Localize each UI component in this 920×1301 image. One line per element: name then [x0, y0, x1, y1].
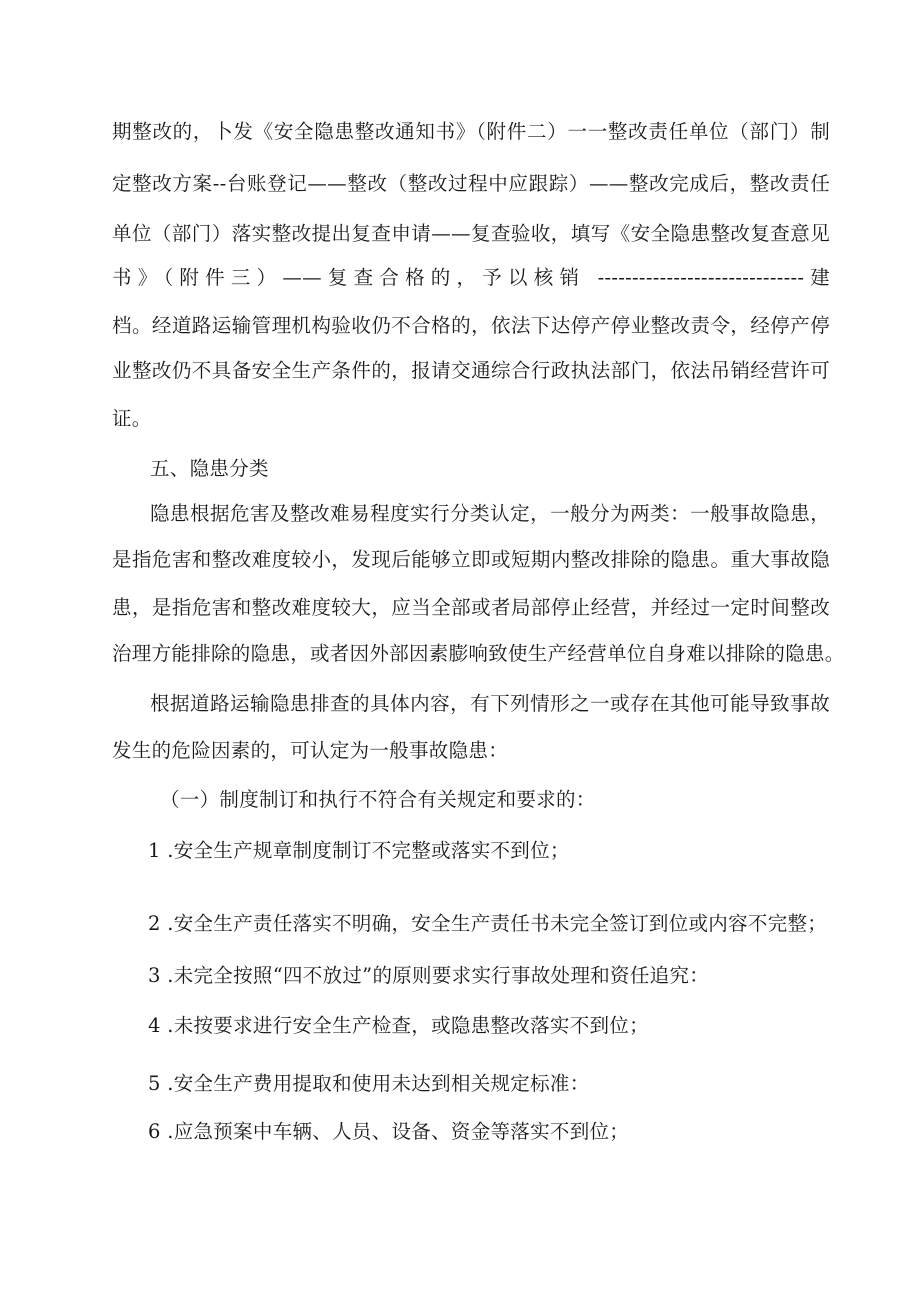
- paragraph-2-line-4: 治理方能排除的隐患，或者因外部因素膨响致使生产经营单位自身难以排除的隐患。: [112, 642, 845, 665]
- paragraph-3-line-2: 发生的危险因素的，可认定为一般事故隐患：: [112, 739, 509, 762]
- list-item-5: 5 .安全生产费用提取和使用未达到相关规定标准：: [148, 1072, 590, 1095]
- paragraph-1-line-3: 单位（部门）落实整改提出复查申请——复查验收，填写《安全隐患整改复查意见: [112, 222, 830, 245]
- paragraph-2-line-2: 是指危害和整改难度较小，发现后能够立即或短期内整改排除的隐患。重大事故隐: [112, 548, 830, 571]
- paragraph-1-line-1: 期整改的，卜发《安全隐患整改通知书》（附件二）一一整改责任单位（部门）制: [112, 120, 830, 143]
- subheading: （一）制度制订和执行不符合有关规定和要求的：: [160, 788, 596, 811]
- list-item-1: 1 .安全生产规章制度制订不完整或落实不到位；: [148, 839, 570, 862]
- paragraph-2-line-3: 患，是指危害和整改难度较大，应当全部或者局部停止经营，并经过一定时间整改: [112, 596, 830, 619]
- paragraph-3-line-1: 根据道路运输隐患排查的具体内容，有下列情形之一或存在其他可能导致事故: [150, 692, 830, 715]
- paragraph-2-line-1: 隐患根据危害及整改难易程度实行分类认定，一般分为两类：一般事故隐患，: [150, 502, 830, 525]
- paragraph-1-line-6: 业整改仍不具备安全生产条件的，报请交通综合行政执法部门，依法吊销经营许可: [112, 359, 830, 382]
- list-item-3: 3 .未完全按照“四不放过”的原则要求实行事故处理和资任追究：: [148, 964, 710, 987]
- list-item-6: 6 .应急预案中车辆、人员、设备、资金等落实不到位；: [148, 1120, 630, 1143]
- section-heading: 五、隐患分类: [150, 457, 269, 480]
- paragraph-1-line-5: 档。经道路运输管理机构验收仍不合格的，依法下达停产停业整改责令，经停产停: [112, 314, 830, 337]
- list-item-4: 4 .未按要求进行安全生产检查，或隐患整改落实不到位；: [148, 1014, 649, 1037]
- paragraph-1-line-7: 证。: [112, 407, 152, 430]
- paragraph-1-line-2: 定整改方案--台账登记——整改（整改过程中应跟踪）——整改完成后，整改责任: [112, 172, 830, 195]
- list-item-2: 2 .安全生产责任落实不明确，安全生产责任书未完全签订到位或内容不完整；: [148, 912, 828, 935]
- paragraph-1-line-4: 书》（附件三）——复查合格的，予以核销 ------------------------------建: [112, 266, 830, 289]
